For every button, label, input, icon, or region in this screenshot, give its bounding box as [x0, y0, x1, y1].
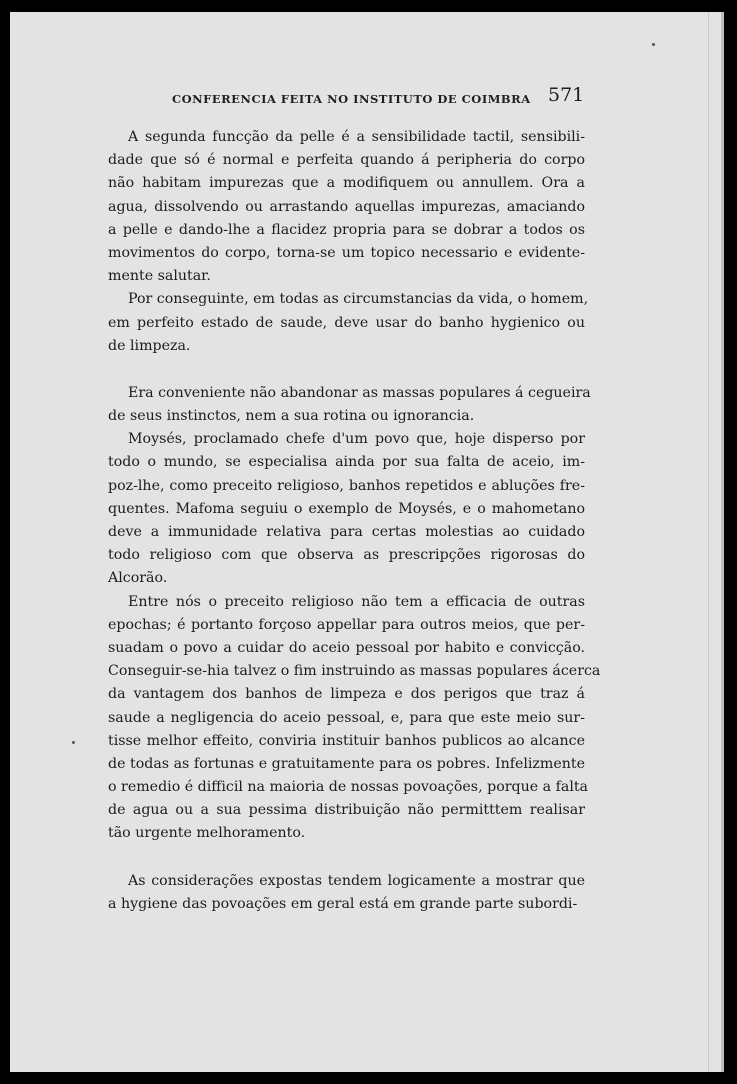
text-line: saude a negligencia do aceio pessoal, e, para que este meio sur-	[108, 709, 585, 726]
text-line: tisse melhor effeito, conviria instituir banhos publicos ao alcance	[108, 732, 585, 749]
page-header	[10, 80, 721, 110]
body-text	[108, 126, 601, 916]
paragraph	[108, 382, 591, 428]
text-line: As considerações expostas tendem logicamente a mostrar que	[128, 872, 585, 889]
text-line: não habitam impurezas que a modifiquem ou annullem. Ora a	[108, 175, 585, 192]
text-line: Alcorão.	[108, 570, 168, 587]
section-break	[108, 358, 585, 382]
paragraph	[108, 288, 589, 358]
text-line: de agua ou a sua pessima distribuição não permitttem realisar	[108, 802, 585, 819]
text-line: Moysés, proclamado chefe d'um povo que, hoje disperso por	[128, 431, 585, 448]
text-line: o remedio é difficil na maioria de nossas povoações, porque a falta	[108, 779, 589, 796]
paragraph	[108, 428, 585, 590]
text-line: Por conseguinte, em todas as circumstancias da vida, o homem,	[128, 291, 589, 308]
text-line: a pelle e dando-lhe a flacidez propria para se dobrar a todos os	[108, 221, 585, 238]
running-title: CONFERENCIA FEITA NO INSTITUTO DE COIMBRA	[172, 92, 531, 106]
text-line: de todas as fortunas e gratuitamente para os pobres. Infelizmente	[108, 755, 585, 772]
paragraph	[108, 126, 585, 288]
ink-speck	[652, 43, 655, 46]
text-line: dade que só é normal e perfeita quando á peripheria do corpo	[108, 152, 585, 169]
text-line: todo o mundo, se especialisa ainda por sua falta de aceio, im-	[108, 454, 585, 471]
text-line: em perfeito estado de saude, deve usar do banho hygienico ou	[108, 314, 585, 331]
text-line: agua, dissolvendo ou arrastando aquellas impurezas, amaciando	[108, 198, 585, 215]
text-line: Era conveniente não abandonar as massas populares á cegueira	[128, 384, 591, 401]
paragraph	[108, 870, 585, 916]
text-line: A segunda funcção da pelle é a sensibilidade tactil, sensibili-	[128, 129, 585, 145]
text-line: da vantagem dos banhos de limpeza e dos perigos que traz á	[108, 686, 585, 703]
text-line: a hygiene das povoações em geral está em grande parte subordi-	[108, 895, 578, 912]
text-line: de limpeza.	[108, 337, 191, 354]
text-line: suadam o povo a cuidar do aceio pessoal por habito e convicção.	[108, 639, 585, 656]
text-line: mente salutar.	[108, 268, 211, 285]
text-line: epochas; é portanto forçoso appellar para outros meios, que per-	[108, 616, 585, 633]
page-crease	[708, 12, 709, 1072]
text-line: movimentos do corpo, torna-se um topico necessario e evidente-	[108, 244, 585, 261]
text-line: deve a immunidade relativa para certas molestias ao cuidado	[108, 524, 585, 540]
ink-speck	[72, 741, 75, 744]
section-break	[108, 846, 585, 870]
text-line: de seus instinctos, nem a sua rotina ou ignorancia.	[108, 408, 475, 425]
text-line: poz-lhe, como preceito religioso, banhos repetidos e abluções fre-	[108, 477, 585, 494]
text-line: todo religioso com que observa as prescripções rigorosas do	[108, 547, 585, 564]
page-number: 571	[548, 84, 585, 106]
paragraph	[108, 591, 601, 846]
text-line: tão urgente melhoramento.	[108, 825, 306, 842]
text-line: Entre nós o preceito religioso não tem a efficacia de outras	[128, 593, 585, 610]
text-line: quentes. Mafoma seguiu o exemplo de Moysés, e o mahometano	[108, 500, 585, 517]
book-page	[10, 12, 724, 1072]
text-line: Conseguir-se-hia talvez o fim instruindo as massas populares ácerca	[108, 663, 601, 680]
